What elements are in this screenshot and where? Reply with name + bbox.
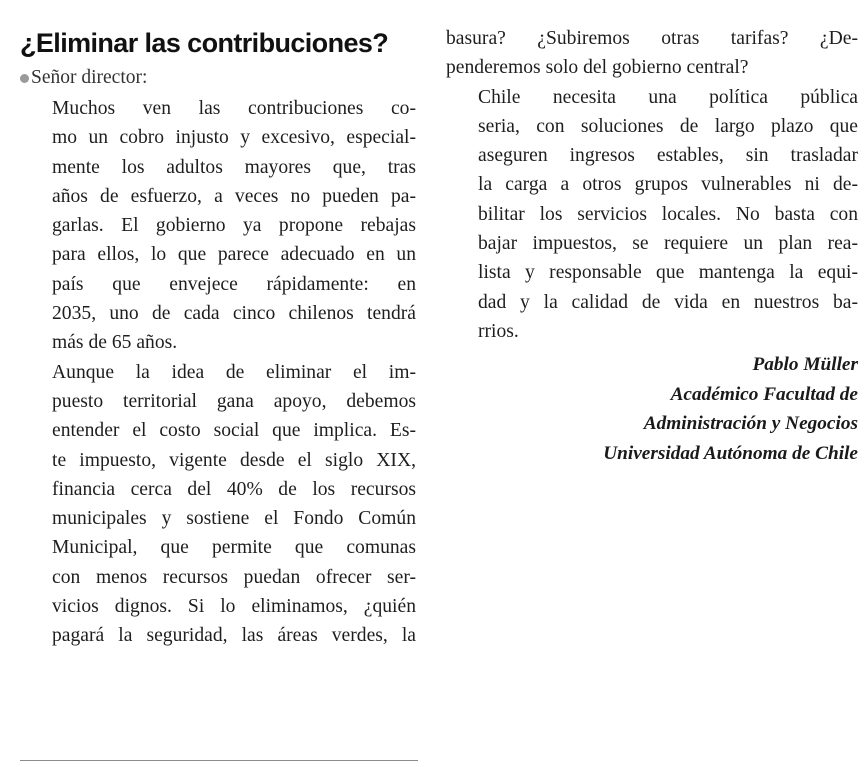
text-line: bilitar los servicios locales. No basta con [478, 203, 858, 225]
signature-block [446, 350, 858, 468]
salutation-text: Señor director: [31, 67, 148, 88]
text-line: con menos recursos puedan ofrecer ser- [52, 566, 416, 588]
paragraph-2-continued [446, 24, 858, 83]
text-line: vicios dignos. Si lo eliminamos, ¿quién [52, 596, 416, 618]
text-line: mo un cobro injusto y excesivo, especial- [52, 127, 416, 149]
text-line: país que envejece rápidamente: en [52, 273, 416, 295]
text-line: Municipal, que permite que comunas [52, 537, 416, 559]
text-line: más de 65 años. [52, 332, 178, 354]
text-line: puesto territorial gana apoyo, debemos [52, 390, 416, 412]
author-institution: Universidad Autónoma de Chile [603, 442, 858, 464]
text-line: entender el costo social que implica. Es- [52, 420, 416, 442]
author-title: Académico Facultad de [670, 383, 858, 405]
author-department: Administración y Negocios [643, 413, 858, 435]
text-line: 2035, uno de cada cinco chilenos tendrá [52, 303, 416, 325]
text-line: para ellos, lo que parece adecuado en un [52, 244, 416, 266]
text-line: dad y la calidad de vida en nuestros ba- [478, 291, 858, 313]
text-line: municipales y sostiene el Fondo Común [52, 508, 416, 530]
article-headline: ¿Eliminar las contribuciones? [20, 28, 389, 58]
text-line: Aunque la idea de eliminar el im- [52, 361, 416, 383]
text-line: la carga a otros grupos vulnerables ni de- [478, 174, 858, 196]
paragraph-1 [20, 94, 416, 358]
text-line: garlas. El gobierno ya propone rebajas [52, 215, 416, 237]
right-column [446, 24, 858, 468]
text-line: seria, con soluciones de largo plazo que [478, 115, 858, 137]
text-line: financia cerca del 40% de los recursos [52, 478, 416, 500]
left-column [20, 24, 416, 651]
text-line: Muchos ven las contribuciones co- [52, 98, 416, 119]
text-line: bajar impuestos, se requiere un plan rea- [478, 233, 858, 255]
text-line: años de esfuerzo, a veces no pueden pa- [52, 185, 416, 207]
text-line: basura? ¿Subiremos otras tarifas? ¿De- [446, 28, 858, 49]
paragraph-3 [446, 83, 858, 347]
text-line: te impuesto, vigente desde el siglo XIX, [52, 449, 416, 471]
text-line: Chile necesita una política pública [478, 86, 858, 108]
bottom-divider [20, 760, 418, 761]
text-line: mente los adultos mayores que, tras [52, 156, 416, 178]
text-line: pagará la seguridad, las áreas verdes, la [52, 625, 416, 647]
text-line: rrios. [478, 320, 519, 342]
text-line: lista y responsable que mantenga la equi- [478, 262, 858, 284]
bullet-icon [20, 74, 29, 83]
salutation [20, 66, 416, 90]
text-line: aseguren ingresos estables, sin trasladar [478, 145, 858, 167]
text-line: penderemos solo del gobierno central? [446, 57, 749, 79]
author-name: Pablo Müller [752, 354, 858, 376]
paragraph-2 [20, 358, 416, 651]
